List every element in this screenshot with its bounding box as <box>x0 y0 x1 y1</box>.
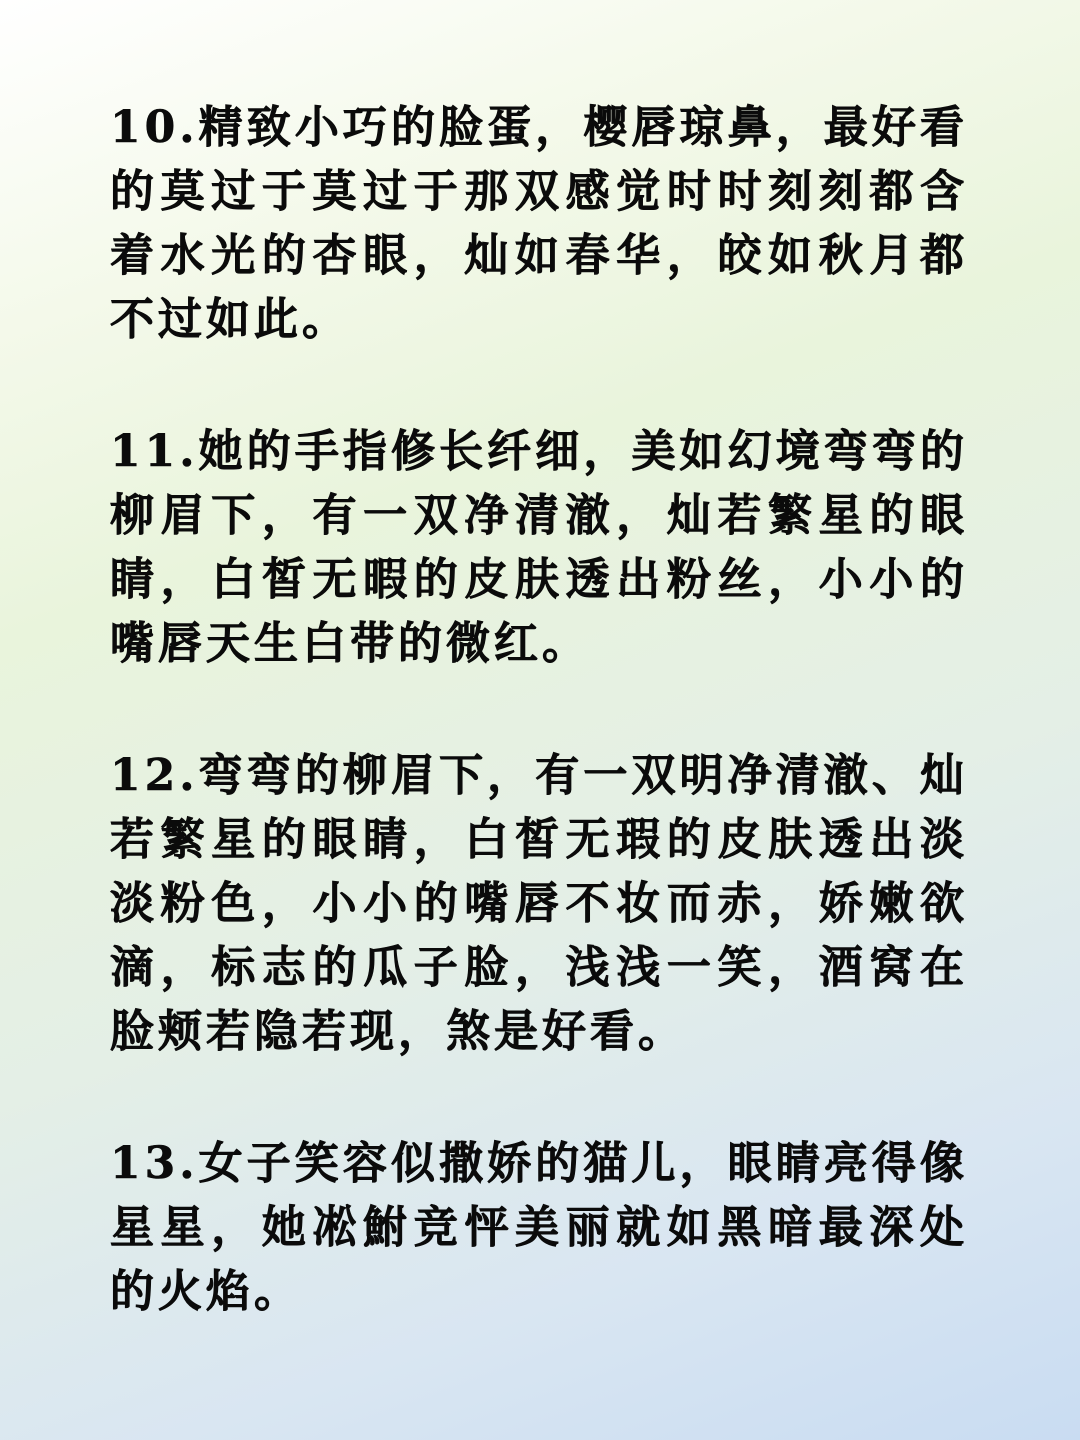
paragraph-11: 11.她的手指修长纤细，美如幻境弯弯的柳眉下，有一双净清澈，灿若繁星的眼睛，白皙无暇的皮肤透出粉丝，小小的嘴唇天生白带的微红。 <box>110 426 968 669</box>
paragraph-12: 12.弯弯的柳眉下，有一双明净清澈、灿若繁星的眼睛，白皙无瑕的皮肤透出淡淡粉色，小小的嘴唇不妆而赤，娇嫩欲滴，标志的瓜子脸，浅浅一笑，酒窝在脸颊若隐若现，煞是好看。 <box>110 750 968 1057</box>
paragraph-13: 13.女子笑容似撒娇的猫儿，眼睛亮得像星星，她凇鮒竞怦美丽就如黑暗最深处的火焰。 <box>110 1138 968 1317</box>
paragraph-10: 10.精致小巧的脸蛋，樱唇琼鼻，最好看的莫过于莫过于那双感觉时时刻刻都含着水光的杏眼，灿如春华，皎如秋月都不过如此。 <box>110 102 968 345</box>
